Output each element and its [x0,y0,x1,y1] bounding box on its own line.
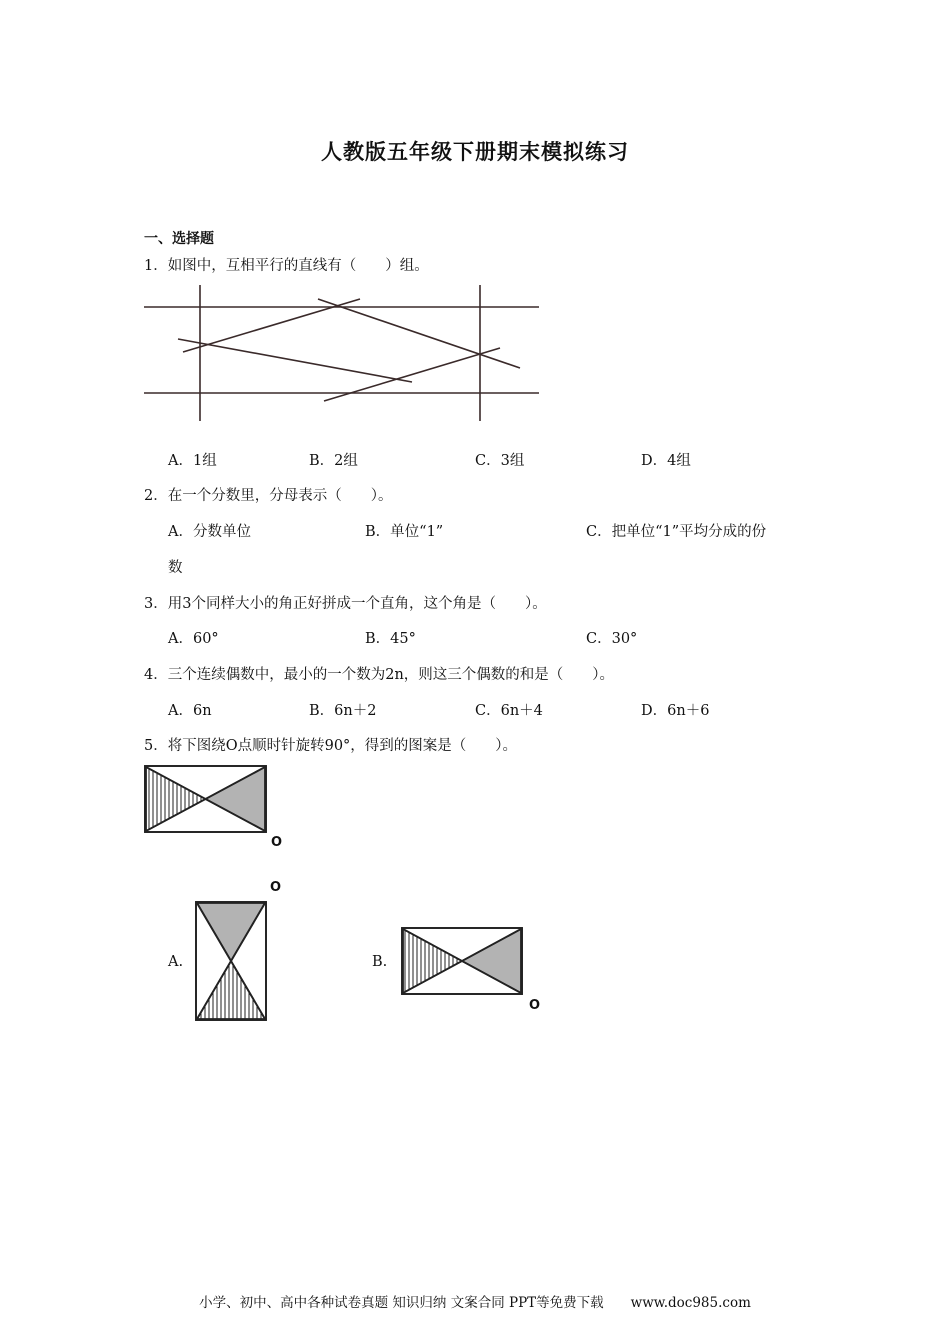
q3-option-b[interactable]: B．45° [365,631,416,647]
question-4-text: 4．三个连续偶数中，最小的一个数为2n，则这三个偶数的和是（ ）。 [144,667,615,683]
option-a-figure [196,902,266,1020]
point-o-label-original: O [271,835,283,850]
q2-option-a[interactable]: A．分数单位 [168,524,251,540]
question-5-text: 5．将下图绕O点顺时针旋转90°，得到的图案是（ ）。 [144,738,518,754]
q5-option-b[interactable]: B. [372,954,388,970]
slant-line-4 [324,348,500,401]
q1-option-b[interactable]: B．2组 [309,453,358,469]
slant-line-1 [183,299,360,352]
question-3-text: 3．用3个同样大小的角正好拼成一个直角，这个角是（ ）。 [144,596,547,612]
q3-option-c[interactable]: C．30° [586,631,638,647]
slant-line-3 [178,339,412,382]
q4-option-a[interactable]: A．6n [168,703,212,719]
page-title: 人教版五年级下册期末模拟练习 [321,140,629,164]
q2-option-c[interactable]: C．把单位“1”平均分成的份 [586,524,767,540]
q4-option-b[interactable]: B．6n＋2 [309,703,377,719]
q4-option-c[interactable]: C．6n＋4 [475,703,543,719]
q1-option-a[interactable]: A．1组 [168,453,217,469]
q2-option-b[interactable]: B．单位“1” [365,524,444,540]
original-figure [145,766,266,832]
q1-option-d[interactable]: D．4组 [641,453,691,469]
page-footer: 小学、初中、高中各种试卷真题 知识归纳 文案合同 PPT等免费下载 www.doc985.com [199,1295,751,1311]
q2-option-c-continuation: 数 [168,560,183,576]
question-2-text: 2．在一个分数里，分母表示（ ）。 [144,488,393,504]
q5-option-a[interactable]: A. [168,954,184,970]
question-1-text: 1．如图中，互相平行的直线有（ ）组。 [144,258,429,274]
point-o-label-option-a: O [270,880,282,895]
point-o-label-option-b: O [529,998,541,1013]
q4-option-d[interactable]: D．6n＋6 [641,703,710,719]
option-b-figure [402,928,522,994]
slant-line-2 [318,299,520,368]
q1-option-c[interactable]: C．3组 [475,453,525,469]
q3-option-a[interactable]: A．60° [168,631,219,647]
section-heading: 一、选择题 [144,231,214,247]
